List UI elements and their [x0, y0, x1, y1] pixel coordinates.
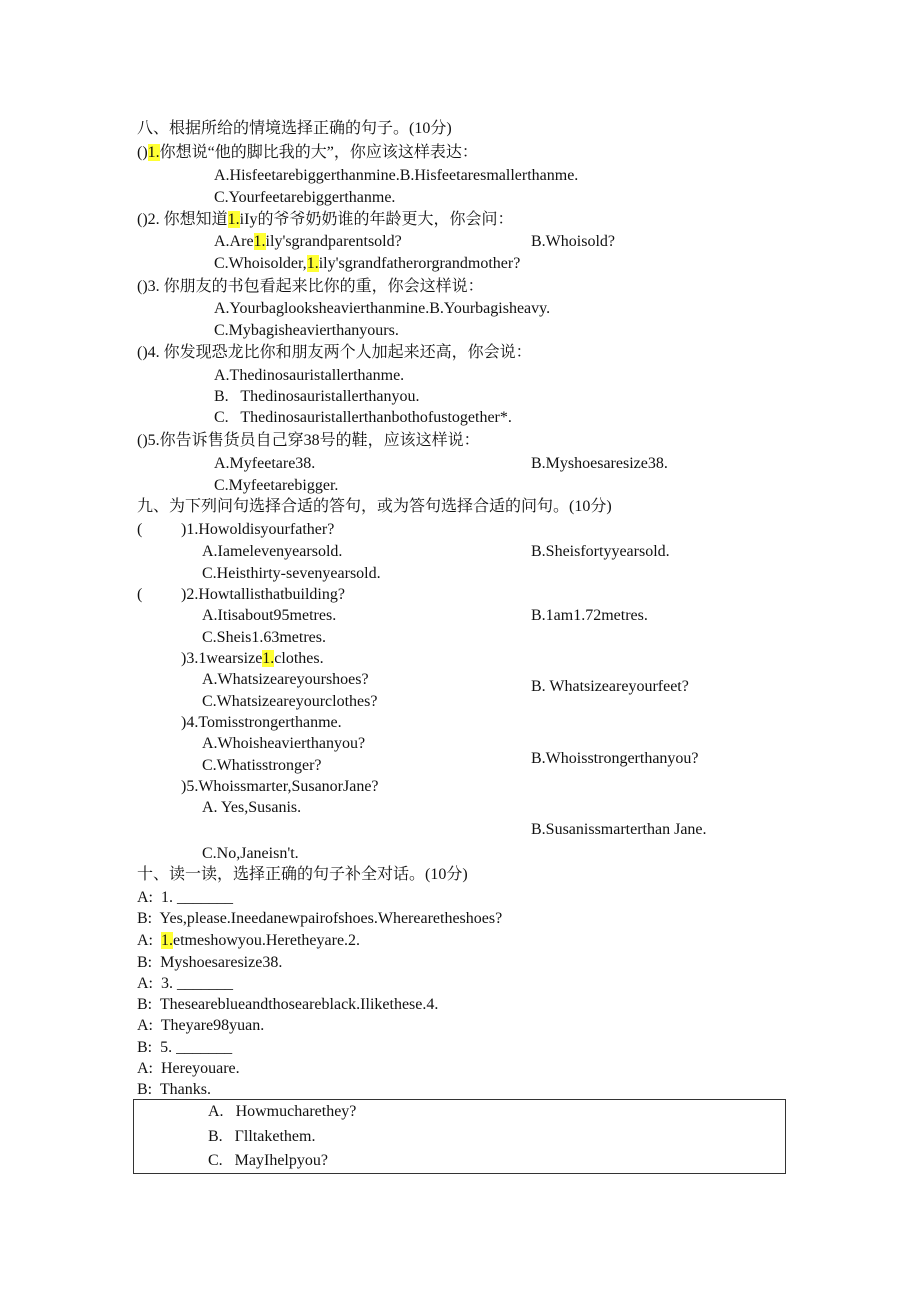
s10-line-4	[137, 953, 282, 973]
utterance: Thanks.	[159, 1081, 211, 1098]
option-c	[208, 1151, 328, 1171]
option-letter: C.	[208, 1152, 223, 1169]
s10-line-5	[137, 974, 233, 994]
s8-q3-option-ab: A.Yourbaglooksheavierthanmine.B.Yourbagisheavy.	[214, 300, 551, 317]
s9-q3-pre: )3.1wearsize	[181, 650, 263, 667]
speaker: A:	[137, 889, 153, 906]
s8-q2-c-post: ily'sgrandfatherorgrandmother?	[318, 255, 521, 272]
utterance: etmeshowyou.Heretheyare.2.	[173, 932, 361, 949]
utterance: 3. _______	[161, 975, 233, 992]
utterance: 5. _______	[160, 1039, 233, 1056]
s9-q1-option-c: C.Heisthirty-sevenyearsold.	[202, 565, 381, 582]
s8-q1	[137, 143, 478, 163]
s9-q4-option-c: C.Whatisstronger?	[202, 757, 322, 774]
s8-q4-option-c: C. Thedinosauristallerthanbothofustogether*.	[214, 409, 512, 426]
s10-line-2	[137, 909, 502, 929]
s9-q4-option-a: A.Whoisheavierthanyou?	[202, 735, 366, 752]
s8-q2-option-a	[214, 232, 402, 252]
speaker: A:	[137, 1060, 153, 1077]
s9-q3-post: clothes.	[274, 650, 324, 667]
option-a	[208, 1102, 356, 1122]
speaker: B:	[137, 954, 153, 971]
option-letter: A.	[208, 1103, 224, 1120]
s10-line-3	[137, 931, 360, 951]
s10-line-10	[137, 1080, 211, 1100]
s8-q2-c-highlight: 1.	[306, 255, 319, 272]
section-8-title: 八、根据所给的情境选择正确的句子。(10分)	[137, 120, 452, 137]
s10-line-7	[137, 1016, 264, 1036]
speaker: A:	[137, 1017, 153, 1034]
s10-line-6	[137, 995, 438, 1015]
option-text: Γlltakethem.	[234, 1128, 316, 1145]
s8-q2-text: iIy的爷爷奶奶谁的年龄更大，你会问：	[239, 211, 514, 228]
s10-line-1	[137, 888, 233, 908]
s8-q1-number: 1.	[147, 144, 160, 161]
utterance: Myshoesaresize38.	[160, 954, 283, 971]
s8-q5-option-b: B.Myshoesaresize38.	[531, 455, 668, 472]
utterance: Hereyouare.	[161, 1060, 240, 1077]
s9-q3-option-c: C.Whatsizeareyourclothes?	[202, 693, 378, 710]
speaker: B:	[137, 996, 153, 1013]
s8-q2-option-b: B.Whoisold?	[531, 233, 615, 250]
option-letter: B.	[208, 1128, 223, 1145]
s8-q4-option-b: B. Thedinosauristallerthanyou.	[214, 388, 420, 405]
s9-q2-paren: (	[137, 586, 143, 603]
s9-q5-option-b: B.Susanissmarterthan Jane.	[531, 821, 707, 838]
s8-q2	[137, 210, 513, 230]
s9-q2: )2.Howtallisthatbuilding?	[181, 586, 345, 603]
speaker: B:	[137, 1039, 153, 1056]
section-10-title: 十、读一读，选择正确的句子补全对话。(10分)	[137, 866, 468, 883]
s8-q4: ()4. 你发现恐龙比你和朋友两个人加起来还高，你会说：	[137, 344, 532, 361]
option-b	[208, 1127, 315, 1147]
s9-q4-option-b: B.Whoisstrongerthanyou?	[531, 750, 699, 767]
option-text: MayIhelpyou?	[234, 1152, 328, 1169]
s8-q5: ()5.你告诉售货员自己穿38号的鞋，应该这样说：	[137, 432, 480, 449]
speaker: B:	[137, 910, 153, 927]
s9-q1-option-b: B.Sheisfortyyearsold.	[531, 543, 670, 560]
s8-q1-option-ab: A.Hisfeetarebiggerthanmine.B.Hisfeetaresmallerthanme.	[214, 167, 579, 184]
s8-q5-option-c: C.Myfeetarebigger.	[214, 477, 339, 494]
s10-line-8	[137, 1038, 232, 1058]
s9-q2-option-c: C.Sheis1.63metres.	[202, 629, 326, 646]
s8-q1-paren: ()	[137, 144, 148, 161]
speaker: B:	[137, 1081, 153, 1098]
s9-q1-paren: (	[137, 521, 143, 538]
speaker: A:	[137, 932, 153, 949]
utterance: Theseareblueandthoseareblack.Ilikethese.4.	[159, 996, 439, 1013]
s9-q1-option-a: A.Iamelevenyearsold.	[202, 543, 343, 560]
s8-q3-option-c: C.Mybagisheavierthanyours.	[214, 322, 399, 339]
s9-q2-option-a: A.Itisabout95metres.	[202, 607, 337, 624]
utterance: Yes,please.Ineedanewpairofshoes.Wherearetheshoes?	[159, 910, 503, 927]
s8-q2-a-post: ily'sgrandparentsold?	[265, 233, 402, 250]
section-9-title: 九、为下列问句选择合适的答句，或为答句选择合适的问句。(10分)	[137, 498, 612, 515]
s9-q5: )5.Whoissmarter,SusanorJane?	[181, 778, 379, 795]
speaker: A:	[137, 975, 153, 992]
s9-q3-highlight: 1.	[262, 650, 275, 667]
s8-q2-a-pre: A.Are	[214, 233, 254, 250]
s9-q1: )1.Howoldisyourfather?	[181, 521, 335, 538]
s10-line-9	[137, 1059, 240, 1079]
s8-q2-c-pre: C.Whoisolder,	[214, 255, 307, 272]
s8-q5-option-a: A.Myfeetare38.	[214, 455, 316, 472]
utterance-highlight: 1.	[161, 932, 173, 949]
s8-q2-a-highlight: 1.	[253, 233, 266, 250]
s8-q2-highlight: 1.	[227, 211, 240, 228]
s9-q4: )4.Tomisstrongerthanme.	[181, 714, 342, 731]
s9-q3-option-b: B. Whatsizeareyourfeet?	[531, 678, 689, 695]
utterance: 1. _______	[161, 889, 233, 906]
s9-q3	[181, 649, 324, 669]
s8-q1-text: 你想说“他的脚比我的大”，你应该这样表达：	[159, 144, 478, 161]
utterance: Theyare98yuan.	[160, 1017, 265, 1034]
s8-q2-option-c	[214, 254, 520, 274]
option-text: Howmucharethey?	[235, 1103, 357, 1120]
s9-q3-option-a: A.Whatsizeareyourshoes?	[202, 671, 369, 688]
s9-q5-option-a: A. Yes,Susanis.	[202, 799, 302, 816]
s8-q2-pre: ()2. 你想知道	[137, 211, 228, 228]
s9-q2-option-b: B.1am1.72metres.	[531, 607, 648, 624]
s9-q5-option-c: C.No,Janeisn't.	[202, 845, 299, 862]
s8-q4-option-a: A.Thedinosauristallerthanme.	[214, 367, 405, 384]
s8-q3: ()3. 你朋友的书包看起来比你的重，你会这样说：	[137, 278, 484, 295]
options-box	[133, 1099, 786, 1174]
s8-q1-option-c: C.Yourfeetarebiggerthanme.	[214, 189, 396, 206]
